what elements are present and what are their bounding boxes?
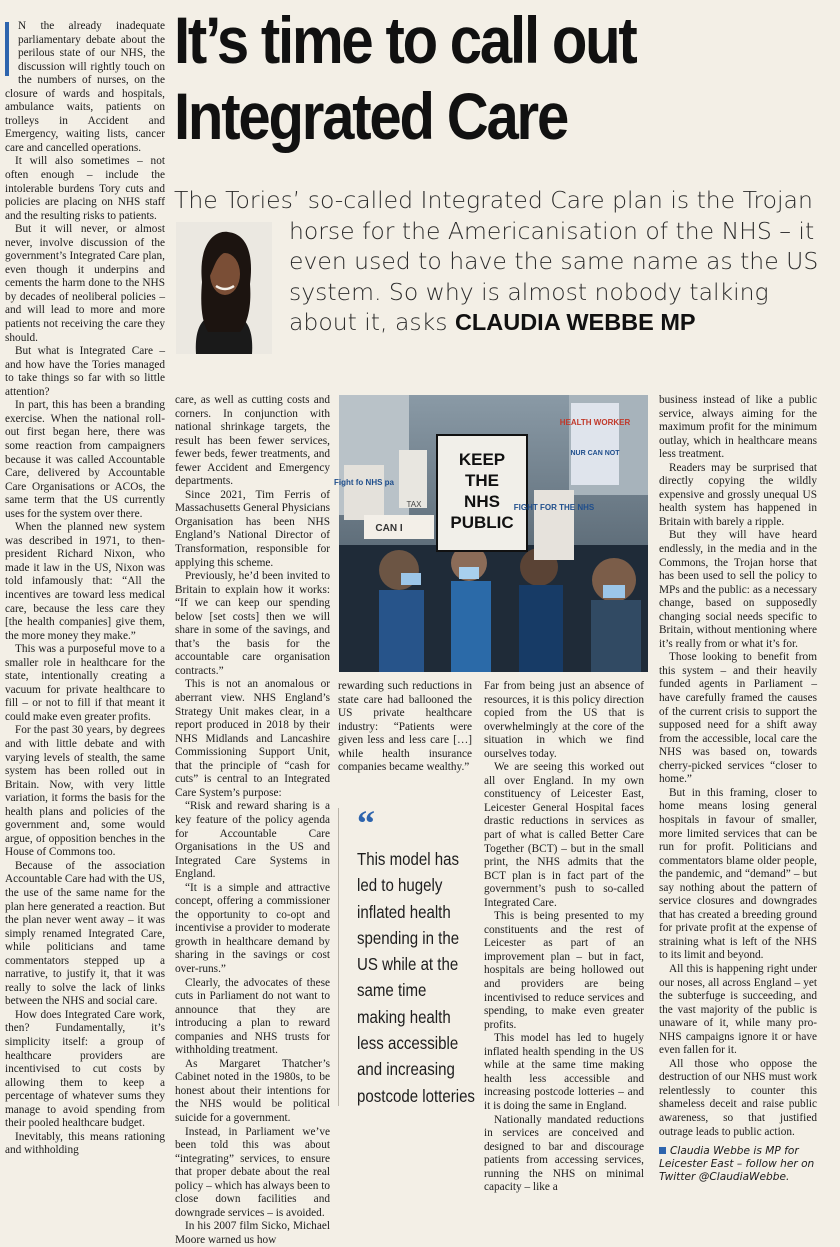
paragraph: Readers may be surprised that directly copying the wildly expensive and grossly unequal US health system has happened in Britain with barely a ripple.	[659, 461, 817, 528]
author-portrait	[176, 222, 272, 354]
column-1	[5, 20, 165, 1158]
paragraph: Clearly, the advocates of these cuts in Parliament do not want to announce that they are introducing a plan to reward companies and NHS trusts for withholding treatment.	[175, 976, 330, 1057]
paragraph: This model has led to hugely inflated health spending in the US while at the same time making health less accessible and increasing postcode lotteries – and it is doing the same in England.	[484, 1032, 644, 1112]
placard-text: FIGHT FOR THE NHS	[513, 503, 595, 512]
paragraph: “It is a simple and attractive concept, offering a commissioner the opportunity to co-opt and incentivise a provider to moderate growth in healthcare demand by sharing in the savings or cost over-runs.”	[175, 881, 330, 975]
author-byline: CLAUDIA WEBBE MP	[454, 309, 696, 335]
quote-mark: “	[357, 803, 375, 843]
placard-text: TAX	[406, 500, 422, 509]
paragraph: Far from being just an absence of resources, it is this policy direction copied from the US that is overwhelmingly at the core of the situation in which we find ourselves today.	[484, 680, 644, 760]
column-2	[175, 394, 330, 1247]
paragraph: For the past 30 years, by degrees and with little debate and with varying levels of stealth, the same system has been rolled out in Britain. Now, with very little variation, it forms the basis for the health plans and policies of the government and, some would argue, of opposition benches in the House of Commons too.	[5, 724, 165, 859]
paragraph: This is not an anomalous or aberrant view. NHS England’s Strategy Unit makes clear, in a report produced in 2018 by their NHS Midlands and Lancashire Commissioning Support Unit, that the principle of “cash for cuts” is central to an Integrated Care System’s purpose:	[175, 678, 330, 799]
signoff-text: Claudia Webbe is MP for Leicester East – follow her on Twitter @ClaudiaWebbe.	[659, 1145, 815, 1184]
paragraph: This is being presented to my constituents and the rest of Leicester as part of an improvement plan – but in fact, hospitals are being hollowed out and providers are being incentivised to reduce services and spending, to make even greater profits.	[484, 910, 644, 1031]
standfirst	[174, 185, 834, 338]
signoff-square-icon	[659, 1147, 666, 1154]
protest-photo-illustration	[334, 395, 648, 672]
standfirst-line: The Tories’ so-called Integrated Care plan is the Trojan	[174, 186, 813, 214]
paragraph: All this is happening right under our noses, all across England – yet the subterfuge is succeeding, and the vast majority of the public is unaware of it, while many pro-NHS campaigns ignore it or have even fallen for it.	[659, 962, 817, 1057]
paragraph: Since 2021, Tim Ferris of Massachusetts General Physicians Organisation has been NHS England’s National Director of Transformation, responsible for applying this scheme.	[175, 488, 330, 569]
paragraph: Previously, he’d been invited to Britain to explain how it works: “If we can keep our spending below [set costs] then we will share in some of the savings, and that’s the basis for the accountable care organisation contracts.”	[175, 570, 330, 677]
placard-text: KEEP	[458, 450, 506, 469]
column-3	[338, 680, 472, 775]
paragraph: Instead, in Parliament we’ve been told this was about “integrating” services, to ensure that proper debate about the real policy – which has always been to close down facilities and downgrade services – is avoided.	[175, 1125, 330, 1219]
placard-text: NUR CAN NOT	[570, 450, 620, 457]
placard-text: CAN I	[375, 523, 403, 534]
paragraph: “Risk and reward sharing is a key feature of the policy agenda for Accountable Care Organisations in the US and Integrated Care Systems in England.	[175, 800, 330, 881]
paragraph: As Margaret Thatcher’s Cabinet noted in the 1980s, to be honest about their intentions for the NHS would be political suicide for a government.	[175, 1057, 330, 1124]
standfirst-line: horse for the Americanisation of the NHS – it	[289, 216, 815, 245]
paragraph: rewarding such reductions in state care had ballooned the US private healthcare industry: “Patients were given less and less care […] while health insurance companies became wealthy.”	[338, 680, 472, 774]
author-portrait-illustration	[176, 222, 272, 354]
paragraph: N the already inadequate parliamentary debate about the perilous state of our NHS, the discussion will rightly touch on the numbers of nurses, on the closure of wards and hospitals, ambulance waits, patients on trolleys in Accident and Emergency, waiting lists, cancer care and cancelled operations.	[5, 20, 165, 154]
headline: It’s time to call out Integrated Care	[174, 3, 636, 153]
paragraph: How does Integrated Care work, then? Fundamentally, it’s simplicity itself: a group of healthcare providers are incentivised to cut costs by allowing them to keep a percentage of whatever sums they manage to avoid spending from their pooled healthcare budget.	[5, 1008, 165, 1130]
paragraph: Nationally mandated reductions in services are conceived and designed to bar and discourage patients from accessing services, running the NHS on minimal capacity – like a	[484, 1113, 644, 1194]
paragraph: But in this framing, closer to home means losing general hospitals in favour of smaller, more limited services that can be run for profit. Politicians and commentators blame older people, the pandemic, and “demand” – but say nothing about the pattern of service closures and downgrades that has created a breeding ground for private profit at the expense of straining what is left of the NHS to its limit and beyond.	[659, 786, 817, 962]
paragraph: Because of the association Accountable Care had with the US, the use of the same name for the plan here generated a reaction. But the plan never went away – it was simply renamed Integrated Care, while politicians and tame commentators stepped up a narrative, to justify it, that it was really to solve the lack of links between the NHS and social care.	[5, 859, 165, 1008]
paragraph: This was a purposeful move to a smaller role in healthcare for the state, intentionally creating a vacuum for private healthcare to fill – or not to fill if that meant it could make even greater profits.	[5, 643, 165, 723]
standfirst-line-text: about it, asks	[289, 308, 455, 336]
standfirst-line: system. So why is almost nobody talking	[289, 277, 769, 306]
paragraph: But it will never, or almost never, involve discussion of the government’s Integrated Care plan, even though it underpins and cements the harm done to the NHS by decades of neoliberal policies – and will lead to more and more patients not receiving the care they should.	[5, 223, 165, 344]
pull-quote-text: This model has led to hugely inflated health spending in the US while at the same time making health less accessible and increasing postcode lotteries	[357, 849, 475, 1106]
author-signoff	[659, 1145, 817, 1184]
paragraph: Those looking to benefit from this system – and their heavily funded agents in Parliament – have carefully framed the causes of the current crisis to support the supposed need for a shift away from the accessible, local care the NHS was based on, towards cherry-picked services “closer to home.”	[659, 651, 817, 786]
paragraph: But what is Integrated Care – and how have the Tories managed to take things so far with so little attention?	[5, 345, 165, 398]
paragraph: In part, this has been a branding exercise. When the national roll-out first began here, there was some reaction from campaigners because it was called Accountable Care, delivered by Accountable Care Organisations or ACOs, the same term that the US currently uses for the system over there.	[5, 399, 165, 520]
column-5	[659, 394, 817, 1184]
protest-photo	[334, 395, 648, 672]
placard-text: PUBLIC	[450, 513, 514, 532]
placard-text: THE	[465, 471, 499, 490]
paragraph: All those who oppose the destruction of our NHS must work relentlessly to counter this shameless deceit and raise public awareness, so that justified outrage leads to public action.	[659, 1057, 817, 1138]
dropcap-bar	[5, 22, 9, 76]
placard-text: HEALTH WORKER	[559, 418, 631, 427]
paragraph: business instead of like a public service, always aiming for the maximum profit for the minimum outlay, which in healthcare means less treatment.	[659, 394, 817, 461]
placard-text: NHS	[464, 492, 500, 511]
paragraph: care, as well as cutting costs and corners. In conjunction with national shrinkage targets, the result has been fewer services, fewer beds, fewer treatments, and fewer Accident and Emergency departments.	[175, 394, 330, 488]
paragraph: When the planned new system was described in 1971, to then-president Richard Nixon, who made it law in the US, Nixon was told infamously that: “All the incentives are toward less medical care, because the less care they [the health companies] give them, the more money they make.”	[5, 521, 165, 642]
paragraph: We are seeing this worked out all over England. In my own constituency of Leicester East, Leicester General Hospital faces drastic reductions in services as part of what is called Better Care Together (BCT) – but in the small print, the NHS admits that the BCT plan is in fact part of the government’s push to so-called Integrated Care.	[484, 761, 644, 909]
paragraph: Inevitably, this means rationing and withholding	[5, 1130, 165, 1157]
standfirst-line: even used to have the same name as the US	[289, 247, 819, 275]
paragraph: But they will have heard endlessly, in the media and in the Commons, the Trojan horse that has been used to sell the policy to MPs and the public: as a necessary change, based on supposedly changing social needs specific to Britain, without mentioning where it’s really from or what it’s for.	[659, 529, 817, 650]
paragraph: It will also sometimes – not often enough – include the intolerable burdens Tory cuts and policies are placing on NHS staff and the resulting risks to patients.	[5, 155, 165, 222]
standfirst-line	[174, 307, 834, 338]
column-4	[484, 680, 644, 1195]
paragraph: In his 2007 film Sicko, Michael Moore warned us how	[175, 1220, 330, 1246]
placard-text: Fight fo NHS pa	[334, 478, 394, 487]
pull-quote	[338, 803, 475, 1106]
